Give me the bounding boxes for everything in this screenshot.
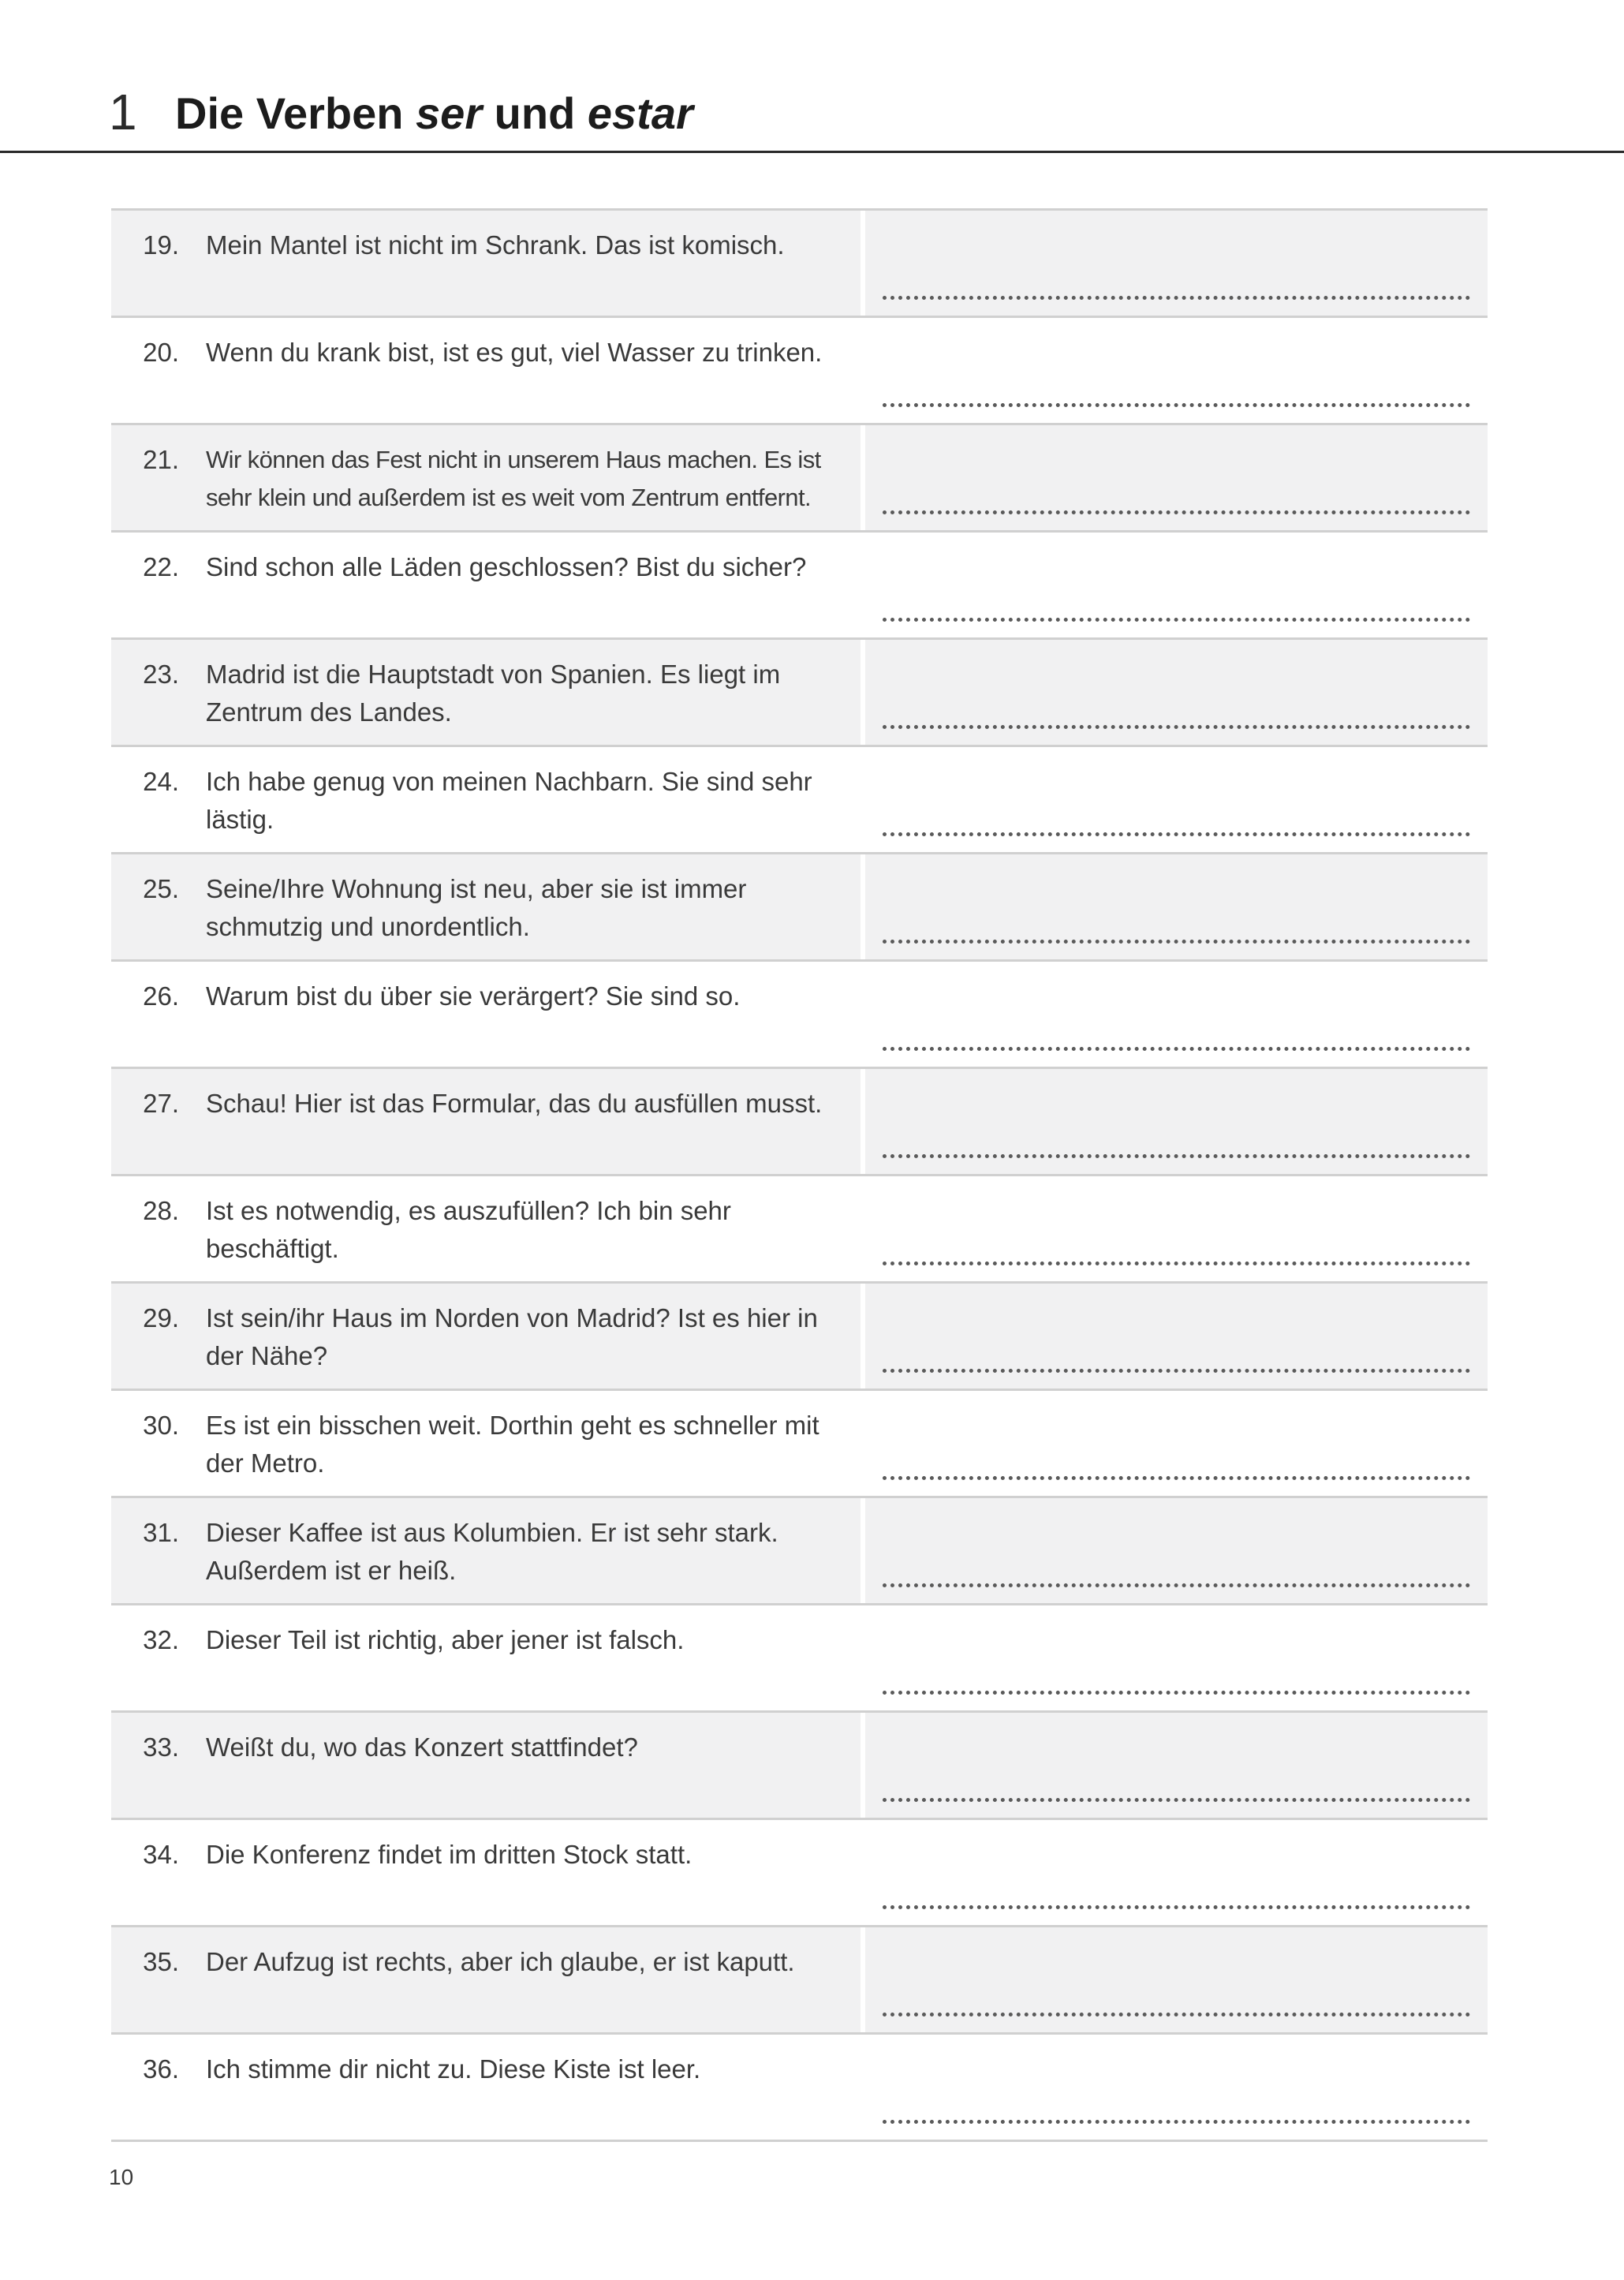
exercise-table: [111, 208, 1488, 2142]
exercise-sentence: Ich stimme dir nicht zu. Diese Kiste ist leer.: [206, 2054, 701, 2084]
exercise-number: 35.: [143, 1947, 179, 1976]
exercise-row: [111, 962, 1488, 1069]
exercise-row: [111, 1927, 1488, 2035]
answer-line[interactable]: [883, 1369, 1470, 1373]
exercise-prompt-cell: [111, 747, 861, 852]
exercise-sentence: Wenn du krank bist, ist es gut, viel Wasser zu trinken.: [206, 338, 823, 367]
exercise-prompt-cell: [111, 854, 861, 959]
exercise-prompt-cell: [111, 962, 861, 1067]
answer-line[interactable]: [883, 1261, 1470, 1265]
answer-cell: [865, 1176, 1488, 1281]
exercise-row: [111, 318, 1488, 425]
answer-cell: [865, 533, 1488, 637]
exercise-row: [111, 211, 1488, 318]
exercise-sentence: Weißt du, wo das Konzert stattfindet?: [206, 1732, 638, 1762]
answer-cell: [865, 1284, 1488, 1389]
exercise-row: [111, 1284, 1488, 1391]
answer-line[interactable]: [883, 1798, 1470, 1802]
exercise-prompt-cell: [111, 318, 861, 423]
exercise-sentence: Schau! Hier ist das Formular, das du ausfüllen musst.: [206, 1089, 823, 1118]
answer-cell: [865, 1927, 1488, 2032]
exercise-prompt-cell: [111, 1391, 861, 1496]
exercise-number: 32.: [143, 1625, 179, 1654]
exercise-number: 21.: [143, 445, 179, 474]
exercise-row: [111, 1713, 1488, 1820]
answer-line[interactable]: [883, 725, 1470, 729]
answer-cell: [865, 640, 1488, 745]
exercise-row: [111, 1391, 1488, 1498]
exercise-row: [111, 1820, 1488, 1927]
chapter-title: [175, 88, 693, 138]
exercise-prompt-cell: [111, 1176, 861, 1281]
exercise-number: 36.: [143, 2054, 179, 2084]
answer-cell: [865, 211, 1488, 316]
exercise-row: [111, 747, 1488, 854]
exercise-sentence: Ist es notwendig, es auszufüllen? Ich bin sehr beschäftigt.: [206, 1196, 731, 1263]
page-number: 10: [109, 2165, 134, 2189]
exercise-number: 34.: [143, 1840, 179, 1869]
chapter-title-estar: estar: [587, 88, 693, 138]
answer-line[interactable]: [883, 1691, 1470, 1695]
exercise-number: 33.: [143, 1732, 179, 1762]
exercise-row: [111, 425, 1488, 533]
answer-cell: [865, 1391, 1488, 1496]
answer-cell: [865, 1820, 1488, 1925]
exercise-prompt-cell: [111, 211, 861, 316]
exercise-row: [111, 2035, 1488, 2142]
exercise-number: 30.: [143, 1411, 179, 1440]
answer-cell: [865, 1498, 1488, 1603]
exercise-number: 29.: [143, 1303, 179, 1332]
exercise-number: 28.: [143, 1196, 179, 1225]
exercise-sentence: Es ist ein bisschen weit. Dorthin geht es schneller mit der Metro.: [206, 1411, 819, 1478]
exercise-prompt-cell: [111, 1284, 861, 1389]
answer-line[interactable]: [883, 296, 1470, 300]
answer-cell: [865, 1069, 1488, 1174]
exercise-number: 23.: [143, 660, 179, 689]
exercise-number: 27.: [143, 1089, 179, 1118]
exercise-number: 31.: [143, 1518, 179, 1547]
answer-cell: [865, 747, 1488, 852]
answer-line[interactable]: [883, 403, 1470, 407]
exercise-prompt-cell: [111, 425, 861, 530]
exercise-row: [111, 640, 1488, 747]
exercise-prompt-cell: [111, 1605, 861, 1710]
page-header: [0, 0, 1624, 154]
answer-line[interactable]: [883, 940, 1470, 944]
exercise-sentence: Ist sein/ihr Haus im Norden von Madrid? Ist es hier in der Nähe?: [206, 1303, 818, 1370]
header-rule: [0, 151, 1624, 153]
exercise-prompt-cell: [111, 1927, 861, 2032]
exercise-row: [111, 533, 1488, 640]
answer-line[interactable]: [883, 1476, 1470, 1480]
answer-cell: [865, 962, 1488, 1067]
exercise-prompt-cell: [111, 1498, 861, 1603]
chapter-title-part1: Die Verben: [175, 88, 416, 138]
exercise-prompt-cell: [111, 2035, 861, 2140]
exercise-sentence: Warum bist du über sie verärgert? Sie sind so.: [206, 981, 741, 1011]
answer-cell: [865, 854, 1488, 959]
exercise-prompt-cell: [111, 640, 861, 745]
exercise-sentence: Die Konferenz findet im dritten Stock statt.: [206, 1840, 693, 1869]
answer-line[interactable]: [883, 618, 1470, 622]
answer-cell: [865, 318, 1488, 423]
answer-line[interactable]: [883, 1047, 1470, 1051]
exercise-sentence: Wir können das Fest nicht in unserem Haus machen. Es ist sehr klein und außerdem ist es weit vom Zentrum entfernt.: [206, 446, 821, 511]
answer-line[interactable]: [883, 1583, 1470, 1587]
chapter-number: 1: [109, 84, 137, 140]
exercise-sentence: Der Aufzug ist rechts, aber ich glaube, er ist kaputt.: [206, 1947, 795, 1976]
answer-line[interactable]: [883, 832, 1470, 836]
answer-line[interactable]: [883, 2120, 1470, 2124]
exercise-prompt-cell: [111, 1713, 861, 1818]
exercise-number: 26.: [143, 981, 179, 1011]
exercise-sentence: Madrid ist die Hauptstadt von Spanien. Es liegt im Zentrum des Landes.: [206, 660, 781, 727]
answer-cell: [865, 1713, 1488, 1818]
exercise-row: [111, 1498, 1488, 1605]
answer-cell: [865, 1605, 1488, 1710]
exercise-sentence: Dieser Kaffee ist aus Kolumbien. Er ist sehr stark. Außerdem ist er heiß.: [206, 1518, 778, 1585]
exercise-row: [111, 1605, 1488, 1713]
exercise-number: 22.: [143, 552, 179, 581]
answer-line[interactable]: [883, 1905, 1470, 1909]
exercise-sentence: Dieser Teil ist richtig, aber jener ist falsch.: [206, 1625, 685, 1654]
answer-cell: [865, 2035, 1488, 2140]
answer-line[interactable]: [883, 2013, 1470, 2016]
exercise-row: [111, 1069, 1488, 1176]
exercise-prompt-cell: [111, 1069, 861, 1174]
exercise-number: 19.: [143, 230, 179, 260]
exercise-sentence: Seine/Ihre Wohnung ist neu, aber sie ist immer schmutzig und unordentlich.: [206, 874, 747, 941]
answer-cell: [865, 425, 1488, 530]
chapter-title-part2: und: [482, 88, 588, 138]
exercise-sentence: Ich habe genug von meinen Nachbarn. Sie sind sehr lästig.: [206, 767, 812, 834]
exercise-prompt-cell: [111, 1820, 861, 1925]
chapter-title-ser: ser: [416, 88, 483, 138]
exercise-sentence: Sind schon alle Läden geschlossen? Bist du sicher?: [206, 552, 807, 581]
exercise-row: [111, 854, 1488, 962]
answer-line[interactable]: [883, 1154, 1470, 1158]
exercise-row: [111, 1176, 1488, 1284]
exercise-prompt-cell: [111, 533, 861, 637]
answer-line[interactable]: [883, 510, 1470, 514]
exercise-number: 20.: [143, 338, 179, 367]
exercise-number: 25.: [143, 874, 179, 903]
exercise-sentence: Mein Mantel ist nicht im Schrank. Das ist komisch.: [206, 230, 785, 260]
exercise-number: 24.: [143, 767, 179, 796]
